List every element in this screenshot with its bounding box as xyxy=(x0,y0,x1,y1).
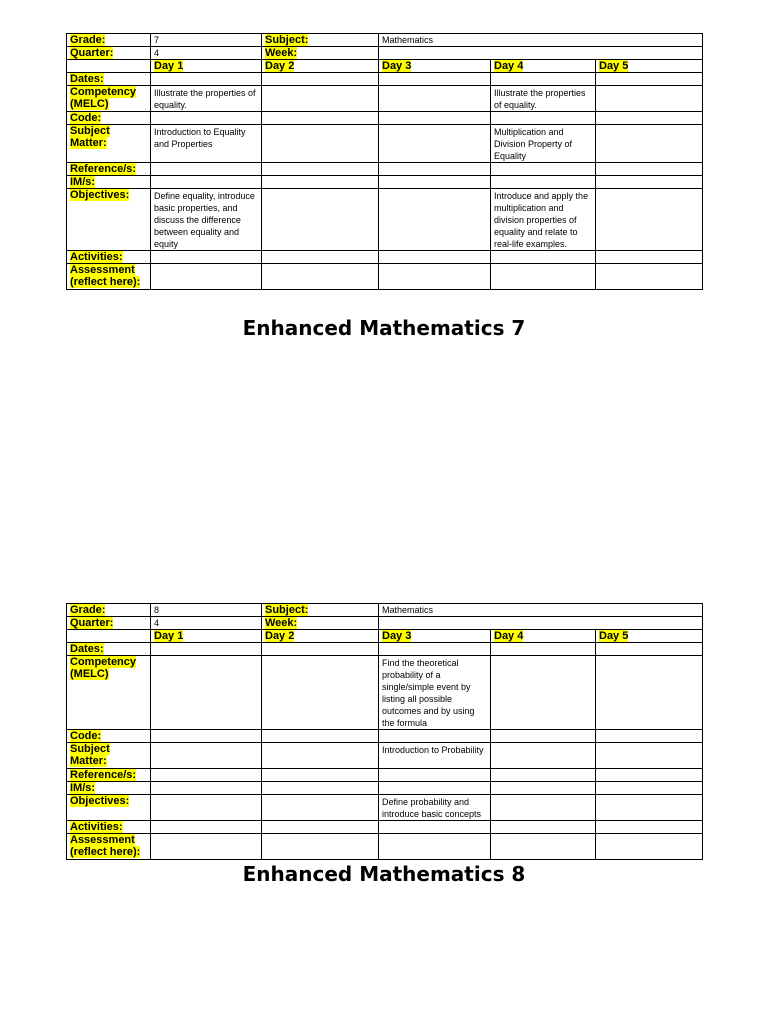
row-label: Competency (MELC) xyxy=(67,656,151,730)
plan-cell xyxy=(151,795,262,821)
table-row xyxy=(67,821,703,834)
table-row xyxy=(67,251,703,264)
day-header: Day 4 xyxy=(491,60,596,73)
plan-cell xyxy=(379,782,491,795)
plan-cell xyxy=(151,643,262,656)
grade-subject-row xyxy=(67,34,703,47)
plan-cell xyxy=(151,112,262,125)
plan-cell xyxy=(262,176,379,189)
subject-label: Subject: xyxy=(262,604,379,617)
plan-cell xyxy=(151,821,262,834)
plan-cell xyxy=(491,251,596,264)
table-row xyxy=(67,73,703,86)
table-row xyxy=(67,834,703,860)
plan-cell xyxy=(596,73,703,86)
empty-corner-cell xyxy=(67,630,151,643)
plan-cell xyxy=(262,821,379,834)
table-row xyxy=(67,189,703,251)
row-label: Assessment (reflect here): xyxy=(67,834,151,860)
grade-label: Grade: xyxy=(67,34,151,47)
plan-cell xyxy=(151,743,262,769)
plan-cell xyxy=(596,112,703,125)
plan-cell xyxy=(262,73,379,86)
plan-cell xyxy=(491,176,596,189)
plan-cell xyxy=(151,163,262,176)
plan-cell: Introduce and apply the multiplication and division properties of equality and relate to real-life examples. xyxy=(491,189,596,251)
plan-cell xyxy=(379,125,491,163)
subject-value: Mathematics xyxy=(379,34,703,47)
quarter-week-row xyxy=(67,617,703,630)
row-label: Objectives: xyxy=(67,189,151,251)
week-value xyxy=(379,47,703,60)
table-row xyxy=(67,769,703,782)
grade-value: 8 xyxy=(151,604,262,617)
plan-cell xyxy=(151,176,262,189)
day-header: Day 5 xyxy=(596,60,703,73)
day-header: Day 1 xyxy=(151,630,262,643)
plan-cell xyxy=(491,656,596,730)
day-header: Day 5 xyxy=(596,630,703,643)
plan-cell xyxy=(262,264,379,290)
plan-cell xyxy=(491,743,596,769)
plan-cell xyxy=(379,86,491,112)
table-row xyxy=(67,656,703,730)
plan-cell xyxy=(379,821,491,834)
plan-cell xyxy=(379,163,491,176)
plan-cell xyxy=(596,643,703,656)
quarter-label: Quarter: xyxy=(67,617,151,630)
grade-subject-row xyxy=(67,604,703,617)
plan-cell xyxy=(262,125,379,163)
quarter-value: 4 xyxy=(151,617,262,630)
plan-cell: Define probability and introduce basic concepts xyxy=(379,795,491,821)
table-row xyxy=(67,730,703,743)
plan-cell xyxy=(491,730,596,743)
plan-cell xyxy=(151,656,262,730)
plan-cell xyxy=(379,189,491,251)
table-row xyxy=(67,125,703,163)
day-header: Day 2 xyxy=(262,630,379,643)
plan-cell xyxy=(151,264,262,290)
plan-cell xyxy=(596,834,703,860)
row-label: Reference/s: xyxy=(67,163,151,176)
row-label: Subject Matter: xyxy=(67,125,151,163)
plan-cell xyxy=(596,86,703,112)
plan-cell xyxy=(151,251,262,264)
subject-label: Subject: xyxy=(262,34,379,47)
plan-cell xyxy=(596,821,703,834)
table-row xyxy=(67,112,703,125)
table-row xyxy=(67,743,703,769)
plan-cell xyxy=(596,163,703,176)
row-label: Activities: xyxy=(67,821,151,834)
plan-cell: Find the theoretical probability of a single/simple event by listing all possible outcomes and by using the formula xyxy=(379,656,491,730)
day-header-row xyxy=(67,60,703,73)
table-row xyxy=(67,795,703,821)
plan-cell xyxy=(262,112,379,125)
page-title-grade-7: Enhanced Mathematics 7 xyxy=(242,316,526,340)
plan-cell xyxy=(379,176,491,189)
plan-cell xyxy=(596,125,703,163)
table-row xyxy=(67,86,703,112)
row-label: Code: xyxy=(67,112,151,125)
plan-cell xyxy=(379,73,491,86)
plan-cell xyxy=(151,73,262,86)
plan-cell: Multiplication and Division Property of Equality xyxy=(491,125,596,163)
week-value xyxy=(379,617,703,630)
table-row xyxy=(67,643,703,656)
subject-value: Mathematics xyxy=(379,604,703,617)
row-label: Assessment (reflect here): xyxy=(67,264,151,290)
plan-cell xyxy=(262,834,379,860)
plan-cell xyxy=(491,834,596,860)
plan-cell xyxy=(596,795,703,821)
row-label: Code: xyxy=(67,730,151,743)
plan-cell xyxy=(596,730,703,743)
plan-cell: Introduction to Equality and Properties xyxy=(151,125,262,163)
plan-cell xyxy=(491,769,596,782)
plan-cell xyxy=(596,264,703,290)
lesson-plan-table-grade-8 xyxy=(66,603,703,860)
plan-cell xyxy=(262,795,379,821)
table-row xyxy=(67,264,703,290)
day-header-row xyxy=(67,630,703,643)
row-label: Objectives: xyxy=(67,795,151,821)
grade-value: 7 xyxy=(151,34,262,47)
plan-cell xyxy=(491,73,596,86)
plan-cell xyxy=(262,643,379,656)
row-label: Subject Matter: xyxy=(67,743,151,769)
plan-cell: Illustrate the properties of equality. xyxy=(151,86,262,112)
plan-cell xyxy=(491,112,596,125)
week-label: Week: xyxy=(262,617,379,630)
table-row xyxy=(67,782,703,795)
plan-cell xyxy=(151,782,262,795)
plan-cell xyxy=(491,163,596,176)
plan-cell xyxy=(379,112,491,125)
plan-cell xyxy=(379,643,491,656)
plan-cell xyxy=(596,769,703,782)
plan-cell xyxy=(151,834,262,860)
plan-cell xyxy=(379,834,491,860)
plan-cell xyxy=(262,743,379,769)
plan-cell xyxy=(596,189,703,251)
plan-cell xyxy=(379,769,491,782)
plan-cell xyxy=(262,86,379,112)
plan-cell xyxy=(491,821,596,834)
plan-cell xyxy=(262,251,379,264)
plan-cell xyxy=(151,769,262,782)
plan-cell xyxy=(491,795,596,821)
plan-cell: Define equality, introduce basic properties, and discuss the difference between equality and equity xyxy=(151,189,262,251)
row-label: Reference/s: xyxy=(67,769,151,782)
quarter-week-row xyxy=(67,47,703,60)
plan-cell xyxy=(262,769,379,782)
plan-cell xyxy=(379,264,491,290)
row-label: Dates: xyxy=(67,73,151,86)
week-label: Week: xyxy=(262,47,379,60)
day-header: Day 3 xyxy=(379,60,491,73)
plan-cell xyxy=(262,163,379,176)
plan-cell xyxy=(491,782,596,795)
plan-cell xyxy=(596,176,703,189)
day-header: Day 4 xyxy=(491,630,596,643)
plan-cell: Introduction to Probability xyxy=(379,743,491,769)
plan-cell xyxy=(379,251,491,264)
plan-cell: Illustrate the properties of equality. xyxy=(491,86,596,112)
plan-cell xyxy=(262,656,379,730)
plan-cell xyxy=(596,743,703,769)
page-title-grade-8: Enhanced Mathematics 8 xyxy=(242,862,526,886)
plan-cell xyxy=(491,264,596,290)
day-header: Day 2 xyxy=(262,60,379,73)
plan-cell xyxy=(151,730,262,743)
grade-label: Grade: xyxy=(67,604,151,617)
row-label: IM/s: xyxy=(67,782,151,795)
plan-cell xyxy=(596,782,703,795)
row-label: IM/s: xyxy=(67,176,151,189)
day-header: Day 1 xyxy=(151,60,262,73)
table-row xyxy=(67,163,703,176)
row-label: Competency (MELC) xyxy=(67,86,151,112)
row-label: Activities: xyxy=(67,251,151,264)
plan-cell xyxy=(262,189,379,251)
plan-cell xyxy=(491,643,596,656)
row-label: Dates: xyxy=(67,643,151,656)
table-row xyxy=(67,176,703,189)
quarter-value: 4 xyxy=(151,47,262,60)
quarter-label: Quarter: xyxy=(67,47,151,60)
plan-cell xyxy=(596,656,703,730)
plan-cell xyxy=(262,782,379,795)
plan-cell xyxy=(262,730,379,743)
lesson-plan-table-grade-7 xyxy=(66,33,703,290)
day-header: Day 3 xyxy=(379,630,491,643)
plan-cell xyxy=(379,730,491,743)
plan-cell xyxy=(596,251,703,264)
empty-corner-cell xyxy=(67,60,151,73)
